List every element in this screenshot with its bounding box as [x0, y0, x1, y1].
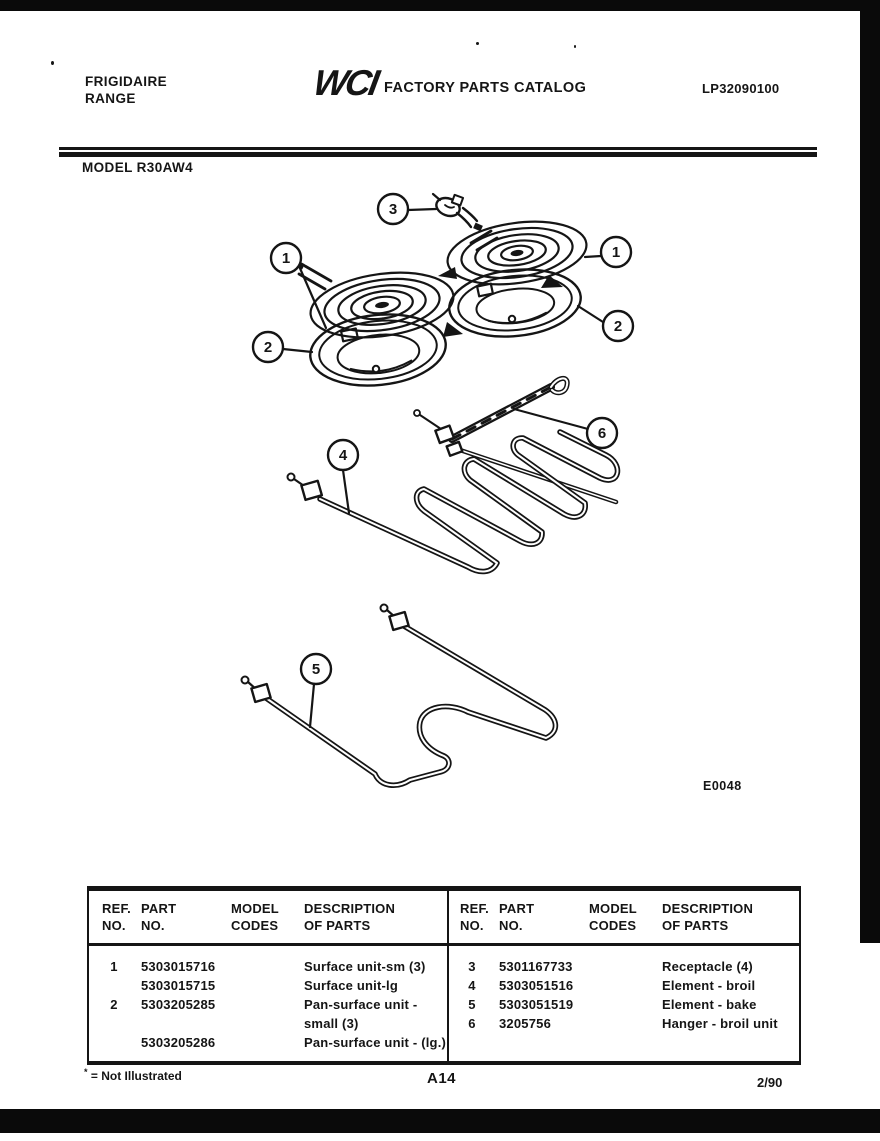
- revision-date: 2/90: [757, 1075, 783, 1090]
- col-header-model: MODEL: [589, 901, 637, 916]
- svg-text:5: 5: [311, 661, 321, 678]
- table-header-rule: [89, 943, 799, 946]
- callout-1-left: [271, 243, 301, 273]
- figure-code: E0048: [703, 779, 742, 793]
- drip-pan-right: [446, 263, 584, 342]
- description: Pan-surface unit - (lg.): [304, 1035, 447, 1050]
- publication-code: LP32090100: [702, 81, 780, 96]
- col-header-ref: REF.: [460, 901, 489, 916]
- col-header-part: NO.: [141, 918, 165, 933]
- part-no: 5303015715: [141, 978, 216, 993]
- part-no: 5303015716: [141, 959, 216, 974]
- callout-2-left: [253, 332, 283, 362]
- col-header-model: CODES: [231, 918, 279, 933]
- callout-2-right: [603, 311, 633, 341]
- bake-element: [242, 605, 556, 786]
- ref-no: 6: [468, 1016, 476, 1031]
- svg-text:2: 2: [263, 339, 273, 356]
- description: small (3): [304, 1016, 359, 1031]
- page-number: A14: [427, 1070, 457, 1087]
- col-header-model: CODES: [589, 918, 637, 933]
- col-header-desc: DESCRIPTION: [662, 901, 754, 916]
- footnote: [84, 1067, 182, 1083]
- col-header-part: PART: [141, 901, 177, 916]
- ref-no: 2: [110, 997, 118, 1012]
- callout-3: [378, 194, 408, 224]
- svg-text:1: 1: [281, 250, 291, 267]
- ref-no: 4: [468, 978, 476, 993]
- col-header-model: MODEL: [231, 901, 279, 916]
- svg-text:1: 1: [611, 244, 621, 261]
- model-label: MODEL R30AW4: [82, 160, 194, 175]
- col-header-ref: REF.: [102, 901, 131, 916]
- description: Receptacle (4): [662, 959, 753, 974]
- col-header-desc: OF PARTS: [662, 918, 729, 933]
- col-header-part: NO.: [499, 918, 523, 933]
- description: Surface unit-lg: [304, 978, 399, 993]
- footnote-symbol: *: [84, 1067, 88, 1077]
- svg-text:4: 4: [338, 447, 348, 464]
- col-header-part: PART: [499, 901, 535, 916]
- surface-unit-right: [438, 214, 590, 293]
- part-no: 5303205285: [141, 997, 216, 1012]
- ref-no: 5: [468, 997, 476, 1012]
- svg-text:2: 2: [613, 318, 623, 335]
- description: Element - bake: [662, 997, 757, 1012]
- description: Hanger - broil unit: [662, 1016, 778, 1031]
- col-header-ref: NO.: [102, 918, 126, 933]
- part-no: 5301167733: [499, 959, 573, 974]
- brand-line1: FRIGIDAIRE: [85, 74, 168, 89]
- part-no: 3205756: [499, 1016, 552, 1031]
- callout-5: [301, 654, 331, 684]
- callout-4: [328, 440, 358, 470]
- description: Surface unit-sm (3): [304, 959, 426, 974]
- part-no: 5303051519: [499, 997, 574, 1012]
- ref-no: 3: [468, 959, 476, 974]
- ref-no: 1: [110, 959, 118, 974]
- table-divider: [447, 891, 449, 1061]
- part-no: 5303051516: [499, 978, 574, 993]
- part-no: 5303205286: [141, 1035, 216, 1050]
- catalog-title: FACTORY PARTS CATALOG: [384, 80, 587, 96]
- brand-line2: RANGE: [85, 91, 136, 106]
- callout-1-right: [601, 237, 631, 267]
- footnote-text: = Not Illustrated: [90, 1069, 182, 1083]
- surface-unit-left: [285, 255, 463, 346]
- wci-logo: WCI: [310, 62, 381, 103]
- receptacle: [433, 194, 483, 231]
- description: Pan-surface unit -: [304, 997, 418, 1012]
- parts-table: [87, 886, 801, 1065]
- description: Element - broil: [662, 978, 756, 993]
- col-header-desc: OF PARTS: [304, 918, 371, 933]
- svg-text:6: 6: [597, 425, 607, 442]
- col-header-ref: NO.: [460, 918, 484, 933]
- col-header-desc: DESCRIPTION: [304, 901, 396, 916]
- svg-text:3: 3: [388, 201, 398, 218]
- callout-6: [587, 418, 617, 448]
